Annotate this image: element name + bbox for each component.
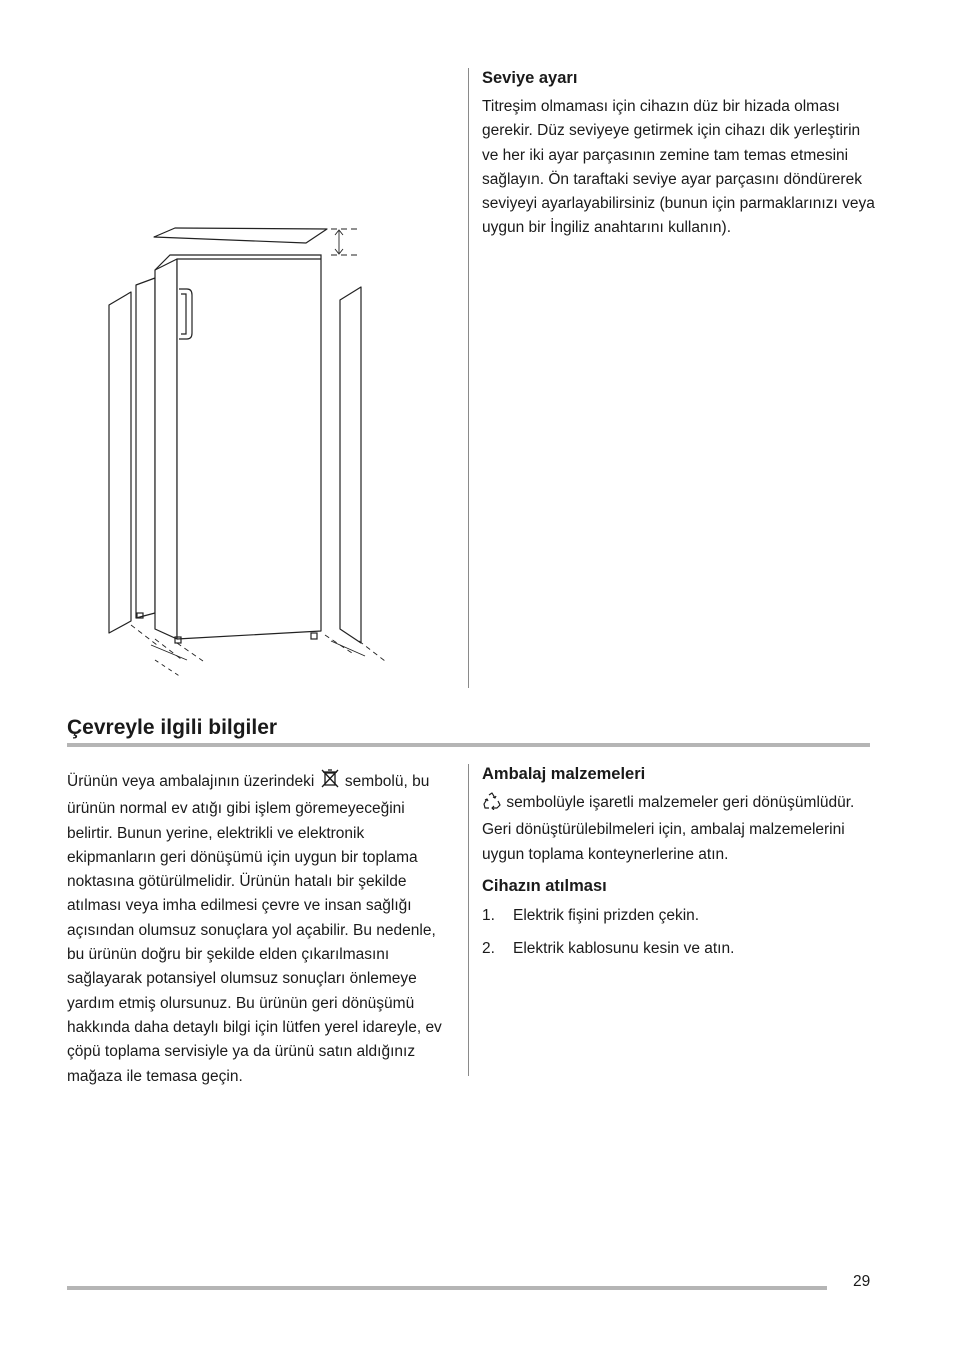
top-panel (154, 228, 327, 243)
leveling-section (482, 68, 882, 241)
packaging-body-text: sembolüyle işaretli malzemeler geri dönüşümlüdür. Geri dönüştürülebilmeleri için, ambalaj malzemelerini uygun toplama konteynerlerine atın. (482, 794, 855, 863)
environment-section (67, 767, 450, 1089)
left-side-panel (109, 292, 131, 633)
step-text: Elektrik kablosunu kesin ve atın. (513, 940, 735, 957)
cabinet-side (155, 259, 177, 639)
recycle-icon (482, 792, 502, 818)
crossed-bin-icon (319, 767, 341, 797)
column-divider-top (468, 68, 469, 688)
list-item (482, 937, 882, 961)
leveling-body: Titreşim olmaması için cihazın düz bir hizada olması gerekir. Düz seviyeye getirmek için cihazı dik yerleştirin ve her iki ayar parçasının zemine tam temas etmesini sağlayın. Ön taraftaki seviye ayar parçasını döndürerek seviyeyi ayarlayabilirsiniz (bunun için parmaklarınızı veya uygun bir İngiliz anahtarını kullanın). (482, 98, 875, 237)
column-divider-bottom (468, 764, 469, 1076)
left-inner-panel (136, 278, 155, 618)
footer-rule (67, 1286, 827, 1290)
disposal-heading: Cihazın atılması (482, 877, 607, 895)
disposal-steps (482, 904, 882, 961)
packaging-body (482, 791, 882, 867)
leveling-heading: Seviye ayarı (482, 69, 578, 87)
disposal-section (482, 876, 882, 970)
right-side-panel (340, 287, 361, 643)
packaging-heading: Ambalaj malzemeleri (482, 765, 646, 783)
installation-diagram (95, 215, 395, 690)
front-foot-right (311, 633, 317, 639)
environment-body-start: Ürünün veya ambalajının üzerindeki (67, 773, 315, 790)
fridge-installation-illustration (95, 215, 395, 690)
cabinet-front (177, 259, 321, 639)
step-number: 2. (482, 940, 495, 957)
page-number: 29 (853, 1273, 871, 1290)
step-number: 1. (482, 907, 495, 924)
step-text: Elektrik fişini prizden çekin. (513, 907, 700, 924)
section-title-rule (67, 743, 870, 747)
packaging-section (482, 764, 882, 867)
environment-body (67, 767, 450, 1089)
list-item (482, 904, 882, 928)
environment-body-rest: sembolü, bu ürünün normal ev atığı gibi işlem göremeyeceğini belirtir. Bunun yerine, elektrikli ve elektronik ekipmanların geri dönüşümü için uygun bir toplama noktasına götürülmelidir. Ürünün hatalı bir şekilde atılması veya imha edilmesi çevre ve insan sağlığı açısından olumsuz sonuçlara yol açabilir. Bu nedenle, bu ürünün doğru bir şekilde elden çıkarılmasını sağlayarak potansiyel olumsuz sonuçları önlemeye yardım etmiş olursunuz. Bu ürünün geri dönüşümü hakkında daha detaylı bilgi için lütfen yerel idareyle, ev çöpü toplama servisiyle ya da ürünü satın aldığınız mağaza ile temasa geçin. (67, 773, 442, 1085)
section-title: Çevreyle ilgili bilgiler (67, 716, 278, 739)
